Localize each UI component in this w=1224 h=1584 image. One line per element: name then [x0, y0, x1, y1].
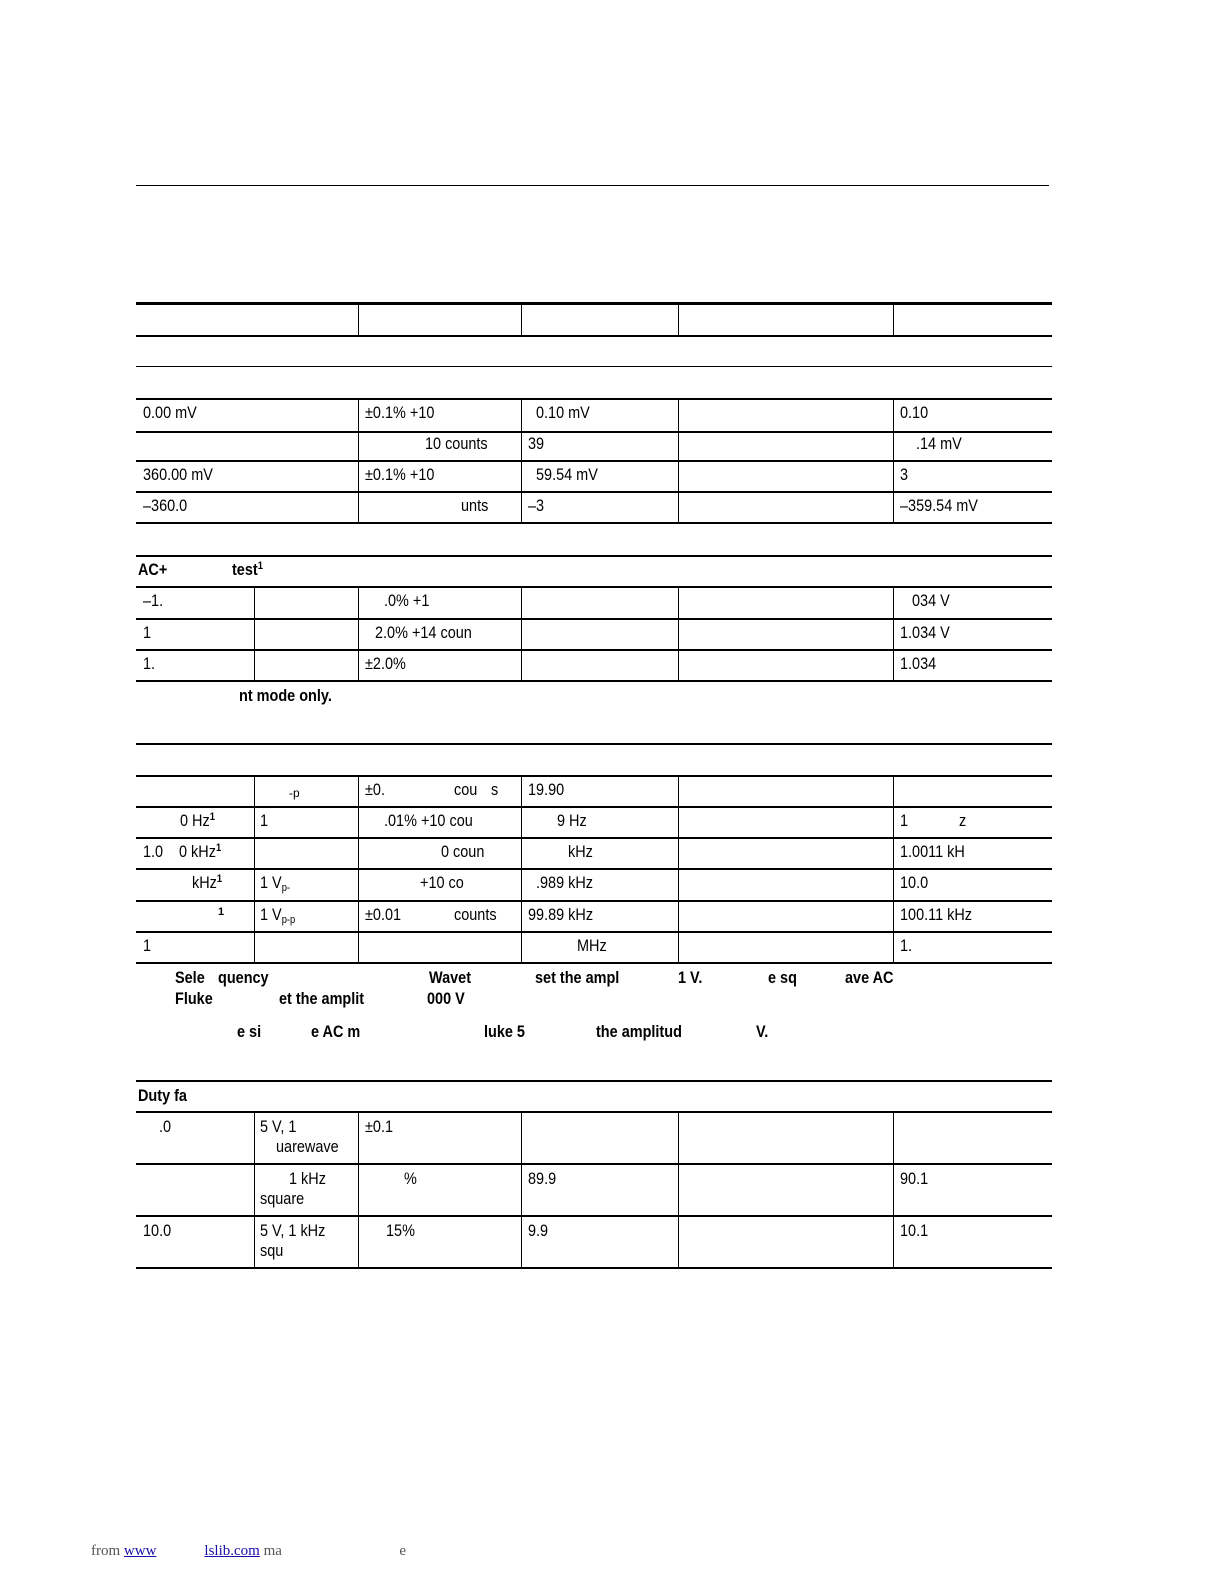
duty-cell: .0 — [159, 1117, 172, 1136]
acdc-footnote: nt mode only. — [239, 686, 332, 705]
acdc-cell: .0% +1 — [384, 591, 430, 610]
freq-cell-text: 0 kHz — [179, 842, 216, 861]
freq-cell-text: kHz — [192, 873, 217, 892]
dc-cell: 59.54 mV — [536, 465, 598, 484]
duty-cell: 1 kHz — [289, 1169, 326, 1188]
dc-cell: 39 — [528, 434, 545, 453]
dc-cell: 0.10 mV — [536, 403, 590, 422]
acdc-header-label: AC+ — [138, 560, 168, 579]
note-fragment: ave AC — [845, 968, 894, 987]
header-col-divider-1 — [358, 305, 359, 335]
freq-cell: kHz — [568, 842, 593, 861]
footer-from: from — [91, 1543, 121, 1559]
duty-cell: % — [404, 1169, 417, 1188]
duty-cell: 10.0 — [143, 1221, 172, 1240]
freq-cell: ±0.01 — [365, 905, 402, 924]
dc-cell: unts — [461, 496, 489, 515]
freq-cell: 9 Hz — [557, 811, 587, 830]
acdc-header-test: test — [232, 560, 258, 579]
footnote-marker: 1 — [215, 842, 222, 854]
duty-row — [136, 1217, 1052, 1269]
dc-row — [136, 493, 1052, 524]
freq-cell-sub: p-p — [281, 914, 296, 926]
table-top-rule — [136, 302, 1052, 305]
freq-row — [136, 933, 1052, 964]
table-header-rule — [136, 335, 1052, 337]
dc-cell: –359.54 mV — [900, 496, 978, 515]
freq-cell: cou — [454, 780, 478, 799]
note-fragment: the amplitud — [596, 1022, 682, 1041]
freq-cell: s — [491, 780, 499, 799]
freq-cell-text: 1 V — [260, 873, 282, 892]
freq-cell: ±0. — [365, 780, 385, 799]
freq-cell — [179, 842, 221, 862]
note-fragment: et the amplit — [279, 989, 365, 1008]
duty-cell: square — [260, 1189, 305, 1208]
duty-cell: 9.9 — [528, 1221, 549, 1240]
freq-cell — [260, 873, 290, 893]
duty-cell: 89.9 — [528, 1169, 557, 1188]
freq-row — [136, 777, 1052, 808]
acdc-cell: 1.034 — [900, 654, 937, 673]
section-rule-dc — [136, 366, 1052, 367]
top-rule — [136, 185, 1049, 186]
freq-row — [136, 808, 1052, 839]
freq-cell: .989 kHz — [536, 873, 594, 892]
freq-cell: 100.11 kHz — [900, 905, 973, 924]
freq-row — [136, 839, 1052, 870]
dc-cell: 0.10 — [900, 403, 929, 422]
freq-cell — [180, 811, 215, 831]
note-fragment: e sq — [768, 968, 797, 987]
freq-cell: .01% +10 cou — [384, 811, 473, 830]
acdc-header — [138, 560, 167, 580]
duty-cell: 10.1 — [900, 1221, 929, 1240]
freq-cell: 10.0 — [900, 873, 929, 892]
freq-top-rule — [136, 743, 1052, 745]
dc-cell: –3 — [528, 496, 545, 515]
duty-cell: 15% — [386, 1221, 415, 1240]
freq-cell-text: 0 Hz — [180, 811, 210, 830]
dc-row — [136, 431, 1052, 462]
freq-cell: -p — [289, 786, 300, 800]
footnote-marker: 1 — [257, 560, 263, 572]
footnote-marker: 1 — [216, 873, 223, 885]
header-col-divider-4 — [893, 305, 894, 335]
freq-cell — [192, 873, 222, 893]
dc-cell: .14 mV — [916, 434, 962, 453]
acdc-cell: 2.0% +14 coun — [375, 623, 472, 642]
acdc-row — [136, 620, 1052, 651]
freq-cell: 0 coun — [441, 842, 485, 861]
freq-footnote-1 — [0, 968, 1224, 988]
header-col-divider-2 — [521, 305, 522, 335]
dc-cell: 0.00 mV — [143, 403, 197, 422]
note-fragment: Fluke — [175, 989, 213, 1008]
note-fragment: 000 V — [427, 989, 465, 1008]
duty-cell: ±0.1 — [365, 1117, 394, 1136]
source-link-part-1: www — [123, 1543, 157, 1559]
footer-ma: ma — [263, 1543, 282, 1559]
freq-cell: counts — [454, 905, 497, 924]
dc-cell: 10 counts — [425, 434, 488, 453]
freq-footnote-2 — [0, 1022, 1224, 1042]
note-fragment: Wavet — [429, 968, 472, 987]
duty-row — [136, 1113, 1052, 1165]
freq-row: 1 1 $V_{p-p}$ ±0.01 counts 99.89 kHz 100.11 kHz — [136, 902, 1052, 933]
freq-cell: 1. — [900, 936, 913, 955]
dc-cell: ±0.1% +10 — [365, 465, 435, 484]
acdc-cell: –1. — [143, 591, 164, 610]
note-fragment: luke 5 — [484, 1022, 525, 1041]
duty-row — [136, 1165, 1052, 1217]
footnote-marker: 1 — [209, 811, 215, 823]
duty-cell: 5 V, 1 kHz — [260, 1221, 326, 1240]
note-fragment: set the ampl — [535, 968, 620, 987]
duty-cell: uarewave — [276, 1137, 339, 1156]
dc-cell: 3 — [900, 465, 909, 484]
acdc-cell: 1. — [143, 654, 156, 673]
note-fragment: V. — [756, 1022, 769, 1041]
acdc-cell: 1.034 V — [900, 623, 950, 642]
freq-cell: 1 — [143, 936, 152, 955]
dc-cell: 360.00 mV — [143, 465, 213, 484]
duty-top-rule — [136, 1080, 1052, 1082]
source-link-part-2: lslib.com — [204, 1543, 260, 1559]
dc-row — [136, 400, 1052, 433]
freq-cell: 1 — [900, 811, 909, 830]
freq-cell-sub: p- — [281, 882, 291, 894]
acdc-row — [136, 651, 1052, 682]
freq-cell — [260, 905, 295, 925]
freq-cell: 1 — [260, 811, 269, 830]
dc-cell: ±0.1% +10 — [365, 403, 435, 422]
freq-cell: 1.0 — [143, 842, 164, 861]
freq-row — [136, 870, 1052, 902]
freq-cell-text: 1 V — [260, 905, 282, 924]
acdc-row — [136, 588, 1052, 620]
duty-cell: squ — [260, 1241, 284, 1260]
duty-cell: 90.1 — [900, 1169, 929, 1188]
source-footer — [91, 1543, 406, 1560]
acdc-header-2 — [232, 560, 263, 580]
freq-cell: +10 co — [420, 873, 464, 892]
note-fragment: quency — [218, 968, 269, 987]
dc-row — [136, 462, 1052, 493]
source-link[interactable] — [124, 1543, 260, 1559]
acdc-cell: 034 V — [912, 591, 950, 610]
freq-cell: 19.90 — [528, 780, 565, 799]
freq-cell: 1.0011 kH — [900, 842, 965, 861]
note-fragment: e si — [237, 1022, 262, 1041]
dc-cell: –360.0 — [143, 496, 188, 515]
note-fragment: e AC m — [311, 1022, 361, 1041]
acdc-top-rule — [136, 555, 1052, 557]
note-fragment: Sele — [175, 968, 205, 987]
freq-cell: MHz — [577, 936, 607, 955]
freq-cell: z — [959, 811, 967, 830]
freq-footnote-1b — [0, 989, 1224, 1009]
header-col-divider-3 — [678, 305, 679, 335]
duty-cell: 5 V, 1 — [260, 1117, 297, 1136]
acdc-cell: 1 — [143, 623, 152, 642]
acdc-cell: ±2.0% — [365, 654, 406, 673]
footer-e: e — [399, 1543, 407, 1559]
freq-cell: 99.89 kHz — [528, 905, 594, 924]
duty-header: Duty fa — [138, 1086, 187, 1105]
note-fragment: 1 V. — [678, 968, 703, 987]
